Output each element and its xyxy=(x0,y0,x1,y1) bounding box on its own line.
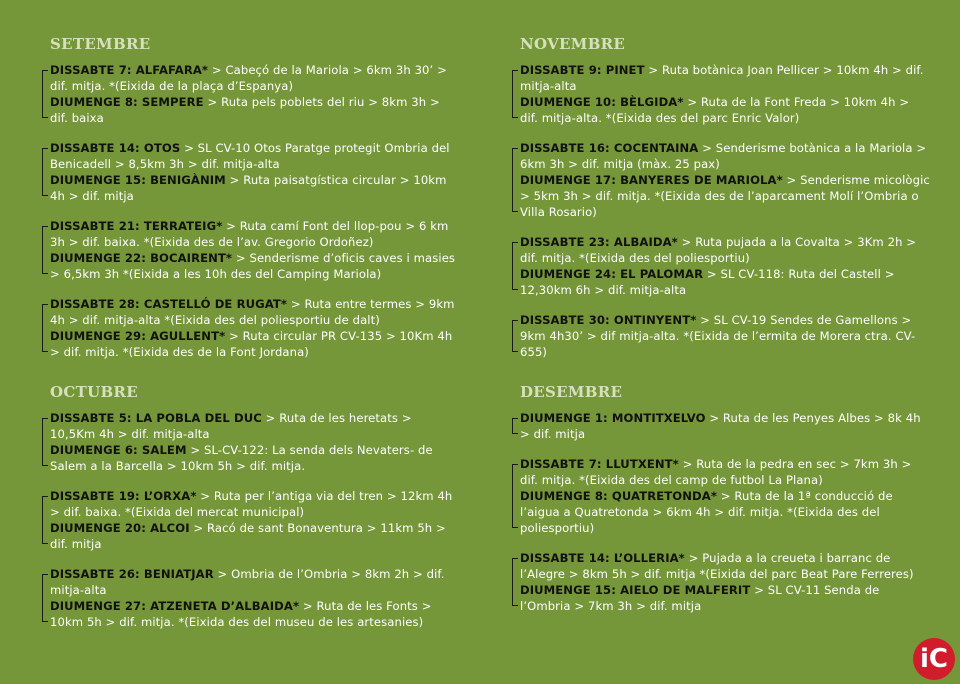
route-list xyxy=(50,410,460,630)
route-date-town: DISSABTE 16: COCENTAINA xyxy=(520,141,699,155)
route-entry xyxy=(520,488,930,536)
route-entry xyxy=(50,520,460,552)
route-list xyxy=(50,62,460,360)
route-date-town: DISSABTE 26: BENIATJAR xyxy=(50,567,214,581)
route-date-town: DISSABTE 28: CASTELLÓ DE RUGAT* xyxy=(50,297,288,311)
route-details: > SL CV-11 Senda de l’Ombria > 7km 3h > dif. mitja xyxy=(520,583,880,613)
month-heading: OCTUBRE xyxy=(50,383,138,401)
route-date-town: DIUMENGE 1: MONTITXELVO xyxy=(520,411,706,425)
route-details: > SL CV-19 Sendes de Gamellons > 9km 4h30’ > dif mitja-alta. *(Eixida de l’ermita de Morera ctra. CV-655) xyxy=(520,313,916,359)
month-heading: SETEMBRE xyxy=(50,35,151,53)
route-group xyxy=(50,488,460,552)
route-entry xyxy=(520,140,930,172)
route-entry xyxy=(50,566,460,598)
route-entry xyxy=(520,62,930,94)
route-group xyxy=(50,140,460,204)
route-date-town: DISSABTE 14: L’OLLERIA* xyxy=(520,551,685,565)
route-entry xyxy=(50,250,460,282)
month-heading: DESEMBRE xyxy=(520,383,623,401)
route-entry xyxy=(50,94,460,126)
route-date-town: DIUMENGE 15: AIELO DE MALFERIT xyxy=(520,583,751,597)
route-group xyxy=(50,566,460,630)
route-details: > Ruta entre termes > 9km 4h > dif. mitja-alta *(Eixida des del poliesportiu de dalt) xyxy=(50,297,455,327)
route-details: > Senderisme d’oficis caves i masies > 6,5km 3h *(Eixida a les 10h des del Camping Mariola) xyxy=(50,251,456,281)
route-entry xyxy=(50,410,460,442)
route-entry xyxy=(520,456,930,488)
route-details: > Ruta pujada a la Covalta > 3Km 2h > dif. mitja. *(Eixida des del poliesportiu) xyxy=(520,235,917,265)
route-date-town: DIUMENGE 29: AGULLENT* xyxy=(50,329,226,343)
route-entry xyxy=(520,234,930,266)
route-group xyxy=(50,62,460,126)
route-details: > Ruta de la Font Freda > 10km 4h > dif. mitja-alta. *(Eixida des del parc Enric Valor) xyxy=(520,95,910,125)
route-entry xyxy=(50,296,460,328)
route-entry xyxy=(50,218,460,250)
route-date-town: DIUMENGE 8: SEMPERE xyxy=(50,95,204,109)
brand-logo: iC xyxy=(913,638,955,680)
route-details: > Ruta de la 1ª conducció de l’aigua a Quatretonda > 6km 4h > dif. mitja. *(Eixida des del poliesportiu) xyxy=(520,489,893,535)
route-details: > Ruta circular PR CV-135 > 10Km 4h > dif. mitja. *(Eixida des de la Font Jordana) xyxy=(50,329,453,359)
route-group xyxy=(50,296,460,360)
route-details: > Ruta de les Fonts > 10km 5h > dif. mitja. *(Eixida des del museu de les artesanies) xyxy=(50,599,432,629)
route-date-town: DISSABTE 9: PINET xyxy=(520,63,645,77)
route-details: > SL-CV-122: La senda dels Nevaters- de Salem a la Barcella > 10km 5h > dif. mitja. xyxy=(50,443,433,473)
route-entry xyxy=(520,582,930,614)
route-date-town: DISSABTE 30: ONTINYENT* xyxy=(520,313,697,327)
route-details: > Senderisme micològic > 5km 3h > dif. mitja. *(Eixida des de l’aparcament Molí l’Ombria o Villa Rosario) xyxy=(520,173,930,219)
column-right xyxy=(520,34,930,628)
route-entry xyxy=(520,550,930,582)
route-details: > Ombria de l’Ombria > 8km 2h > dif. mitja-alta xyxy=(50,567,445,597)
route-details: > Ruta de les heretats > 10,5Km 4h > dif. mitja-alta xyxy=(50,411,412,441)
route-date-town: DISSABTE 5: LA POBLA DEL DUC xyxy=(50,411,262,425)
route-date-town: DIUMENGE 8: QUATRETONDA* xyxy=(520,489,717,503)
route-details: > SL CV-10 Otos Paratge protegit Ombria del Benicadell > 8,5km 3h > dif. mitja-alta xyxy=(50,141,450,171)
route-date-town: DIUMENGE 15: BENIGÀNIM xyxy=(50,173,226,187)
route-entry xyxy=(520,94,930,126)
route-entry xyxy=(50,442,460,474)
route-entry xyxy=(520,312,930,360)
route-details: > Ruta de la pedra en sec > 7km 3h > dif. mitja. *(Eixida des del camp de futbol La Plana) xyxy=(520,457,912,487)
route-date-town: DIUMENGE 24: EL PALOMAR xyxy=(520,267,704,281)
route-date-town: DIUMENGE 6: SALEM xyxy=(50,443,187,457)
route-entry xyxy=(50,172,460,204)
column-left xyxy=(50,34,460,644)
route-date-town: DISSABTE 14: OTOS xyxy=(50,141,181,155)
route-date-town: DIUMENGE 27: ATZENETA D’ALBAIDA* xyxy=(50,599,300,613)
route-group xyxy=(50,218,460,282)
route-group xyxy=(520,550,930,614)
route-entry xyxy=(520,410,930,442)
route-entry xyxy=(50,328,460,360)
route-details: > Ruta camí Font del llop-pou > 6 km 3h > dif. baixa. *(Eixida des de l’av. Gregorio Ordoñez) xyxy=(50,219,449,249)
route-details: > Ruta de les Penyes Albes > 8k 4h > dif. mitja xyxy=(520,411,921,441)
route-details: > Ruta botànica Joan Pellicer > 10km 4h > dif. mitja-alta xyxy=(520,63,924,93)
route-details: > Ruta pels poblets del riu > 8km 3h > dif. baixa xyxy=(50,95,440,125)
route-details: > Cabeçó de la Mariola > 6km 3h 30’ > dif. mitja. *(Eixida de la plaça d’Espanya) xyxy=(50,63,447,93)
month-heading: NOVEMBRE xyxy=(520,35,626,53)
route-group xyxy=(520,456,930,536)
route-date-town: DISSABTE 7: LLUTXENT* xyxy=(520,457,679,471)
route-date-town: DIUMENGE 10: BÈLGIDA* xyxy=(520,95,684,109)
route-group xyxy=(520,410,930,442)
route-details: > SL CV-118: Ruta del Castell > 12,30km 6h > dif. mitja-alta xyxy=(520,267,895,297)
route-group xyxy=(520,312,930,360)
route-date-town: DISSABTE 23: ALBAIDA* xyxy=(520,235,678,249)
route-list xyxy=(520,62,930,360)
route-date-town: DISSABTE 7: ALFAFARA* xyxy=(50,63,209,77)
route-entry xyxy=(520,172,930,220)
route-date-town: DIUMENGE 20: ALCOI xyxy=(50,521,190,535)
route-details: > Pujada a la creueta i barranc de l’Alegre > 8km 5h > dif. mitja *(Eixida del parc Beat Pare Ferreres) xyxy=(520,551,914,581)
route-entry xyxy=(50,488,460,520)
route-details: > Ruta per l’antiga via del tren > 12km 4h > dif. baixa. *(Eixida del mercat municipal) xyxy=(50,489,453,519)
route-group xyxy=(520,234,930,298)
route-group xyxy=(520,140,930,220)
route-list xyxy=(520,410,930,614)
route-date-town: DIUMENGE 22: BOCAIRENT* xyxy=(50,251,233,265)
route-details: > Racó de sant Bonaventura > 11km 5h > dif. mitja xyxy=(50,521,446,551)
route-date-town: DIUMENGE 17: BANYERES DE MARIOLA* xyxy=(520,173,783,187)
route-group xyxy=(520,62,930,126)
route-entry xyxy=(50,62,460,94)
route-entry xyxy=(520,266,930,298)
route-date-town: DISSABTE 21: TERRATEIG* xyxy=(50,219,223,233)
route-entry xyxy=(50,598,460,630)
route-details: > Senderisme botànica a la Mariola > 6km 3h > dif. mitja (màx. 25 pax) xyxy=(520,141,927,171)
route-details: > Ruta paisatgística circular > 10km 4h > dif. mitja xyxy=(50,173,447,203)
route-date-town: DISSABTE 19: L’ORXA* xyxy=(50,489,197,503)
route-group xyxy=(50,410,460,474)
route-entry xyxy=(50,140,460,172)
